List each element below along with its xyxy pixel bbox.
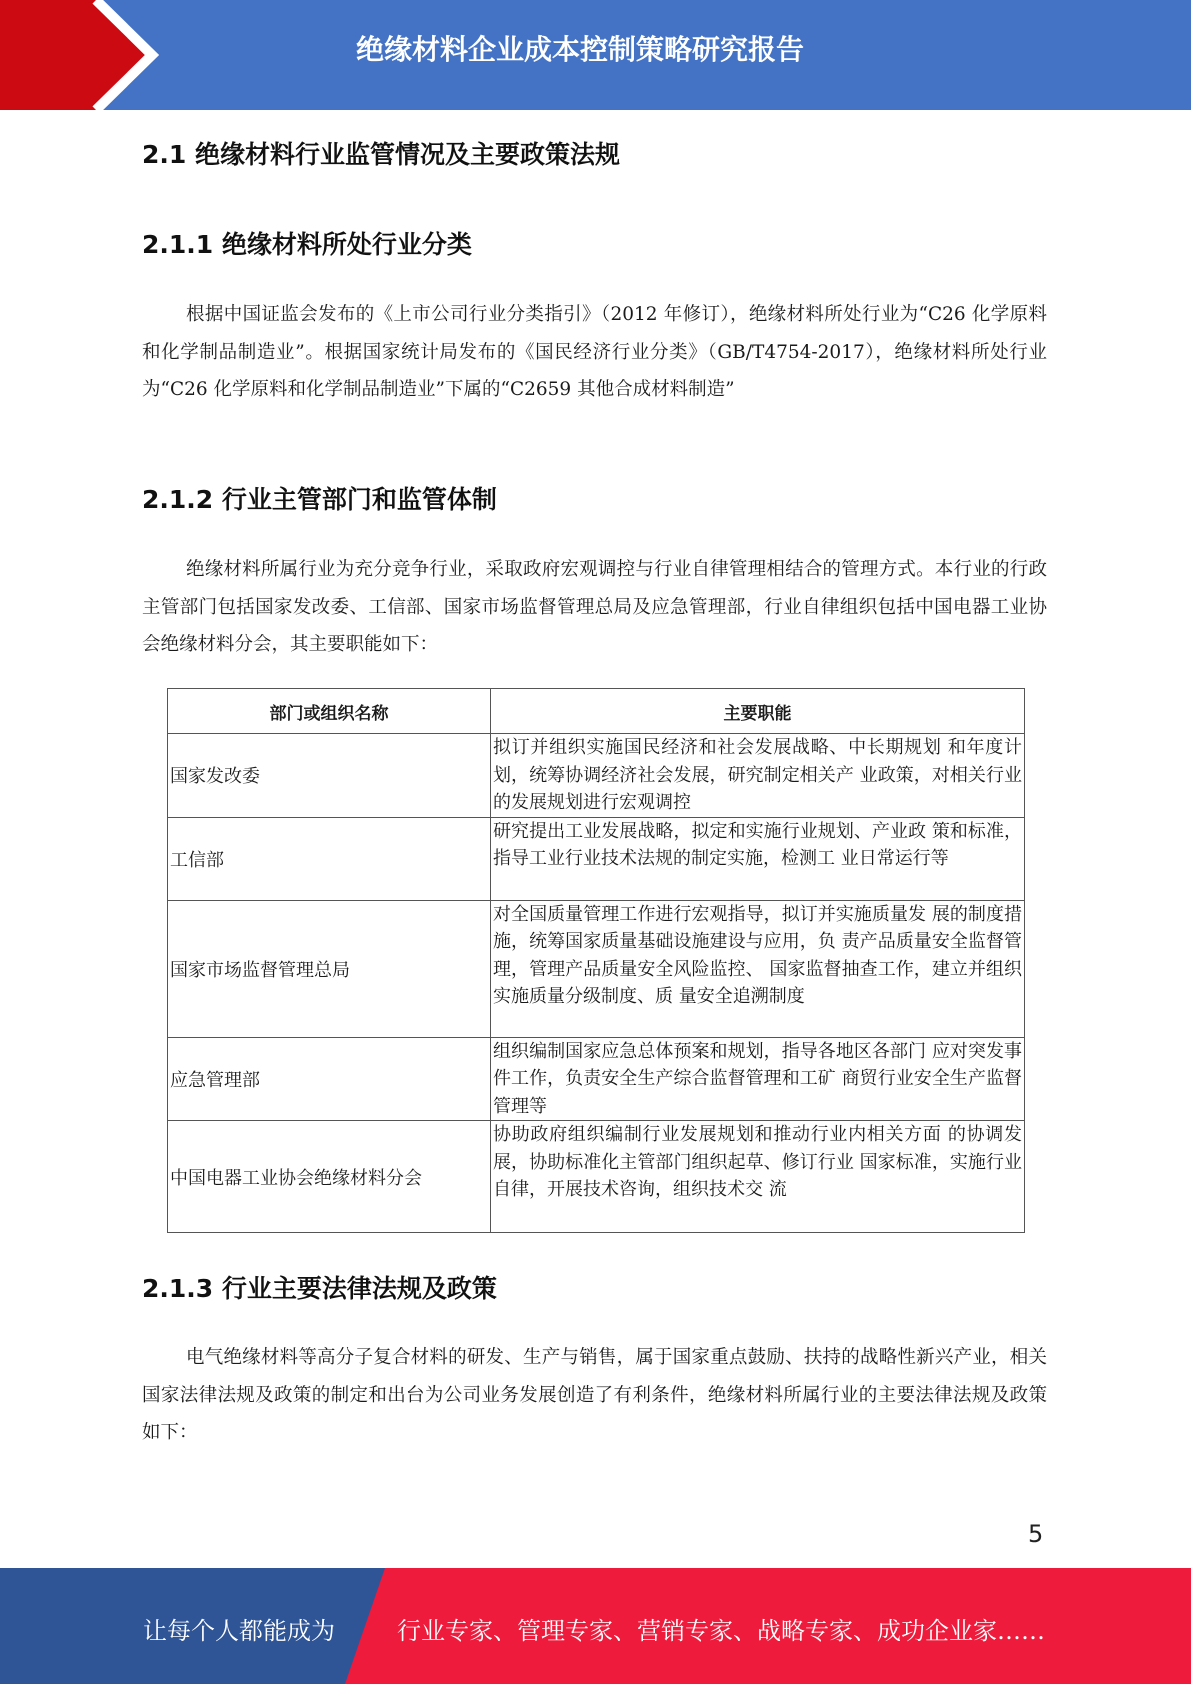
table-cell-name: 国家发改委 xyxy=(168,734,491,818)
section-heading-2-1-1: 2.1.1 绝缘材料所处行业分类 xyxy=(142,230,472,259)
table-cell-duty: 对全国质量管理工作进行宏观指导，拟订并实施质量发 展的制度措施，统筹国家质量基础设施建设与应用，负 责产品质量安全监督管理，管理产品质量安全风险监控、 国家监督抽查工作，建立并组织实施质量分级制度、质 量安全追溯制度 xyxy=(491,900,1025,1037)
table-cell-name: 中国电器工业协会绝缘材料分会 xyxy=(168,1121,491,1233)
section-heading-2-1-2: 2.1.2 行业主管部门和监管体制 xyxy=(142,485,497,514)
footer-slogan-left: 让每个人都能成为 xyxy=(143,1617,335,1645)
table-row xyxy=(168,817,1025,900)
page-number: 5 xyxy=(1028,1520,1044,1548)
table-header-name: 部门或组织名称 xyxy=(168,689,491,734)
table-row xyxy=(168,734,1025,818)
table-cell-name: 应急管理部 xyxy=(168,1037,491,1121)
section-heading-2-1-3: 2.1.3 行业主要法律法规及政策 xyxy=(142,1274,497,1303)
table-row xyxy=(168,900,1025,1037)
page-header xyxy=(0,0,1191,110)
table-cell-duty: 协助政府组织编制行业发展规划和推动行业内相关方面 的协调发展，协助标准化主管部门组织起草、修订行业 国家标准，实施行业自律，开展技术咨询，组织技术交 流 xyxy=(491,1121,1025,1233)
table-row xyxy=(168,1037,1025,1121)
regulator-duties-table xyxy=(167,688,1025,1233)
table-cell-name: 国家市场监督管理总局 xyxy=(168,900,491,1037)
table-cell-duty: 组织编制国家应急总体预案和规划，指导各地区各部门 应对突发事件工作，负责安全生产综合监督管理和工矿 商贸行业安全生产监督管理等 xyxy=(491,1037,1025,1121)
paragraph-regulatory-system: 绝缘材料所属行业为充分竞争行业，采取政府宏观调控与行业自律管理相结合的管理方式。本行业的行政主管部门包括国家发改委、工信部、国家市场监督管理总局及应急管理部，行业自律组织包括中国电器工业协会绝缘材料分会，其主要职能如下： xyxy=(142,559,1047,655)
paragraph-industry-classification: 根据中国证监会发布的《上市公司行业分类指引》（2012 年修订），绝缘材料所处行业为“C26 化学原料和化学制品制造业”。根据国家统计局发布的《国民经济行业分类》（GB/T4754-2017），绝缘材料所处行业为“C26 化学原料和化学制品制造业”下属的“C2659 其他合成材料制造” xyxy=(142,304,1047,400)
table-row xyxy=(168,1121,1025,1233)
paragraph-laws-policies: 电气绝缘材料等高分子复合材料的研发、生产与销售，属于国家重点鼓励、扶持的战略性新兴产业，相关国家法律法规及政策的制定和出台为公司业务发展创造了有利条件，绝缘材料所属行业的主要法律法规及政策如下： xyxy=(142,1347,1047,1443)
table-cell-duty: 研究提出工业发展战略，拟定和实施行业规划、产业政 策和标准，指导工业行业技术法规的制定实施，检测工 业日常运行等 xyxy=(491,817,1025,900)
page-footer xyxy=(0,1568,1191,1684)
section-heading-2-1: 2.1 绝缘材料行业监管情况及主要政策法规 xyxy=(142,140,620,169)
document-title: 绝缘材料企业成本控制策略研究报告 xyxy=(356,33,805,66)
table-cell-duty: 拟订并组织实施国民经济和社会发展战略、中长期规划 和年度计划，统筹协调经济社会发展，研究制定相关产 业政策，对相关行业的发展规划进行宏观调控 xyxy=(491,734,1025,818)
table-header-duty: 主要职能 xyxy=(491,689,1025,734)
footer-slogan-right: 行业专家、管理专家、营销专家、战略专家、成功企业家…… xyxy=(397,1617,1045,1645)
table-cell-name: 工信部 xyxy=(168,817,491,900)
table-header-row xyxy=(168,689,1025,734)
